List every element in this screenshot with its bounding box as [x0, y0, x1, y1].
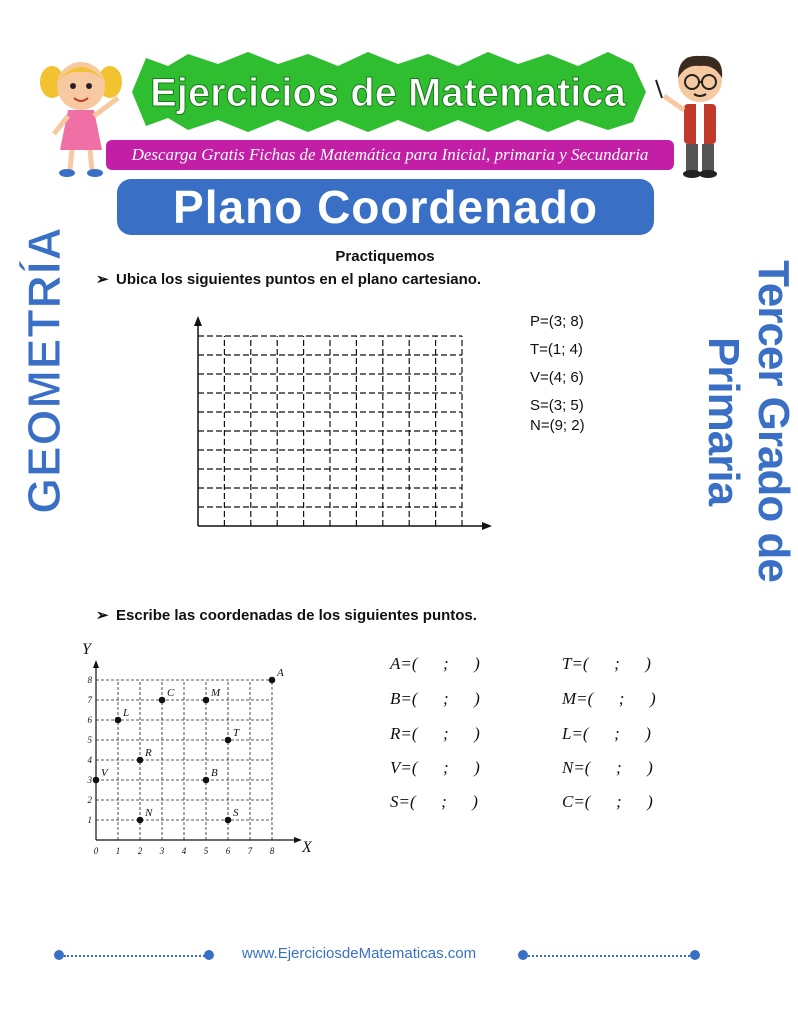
side-label-left: GEOMETRÍA	[18, 226, 70, 514]
point-r	[137, 757, 144, 764]
instruction-2	[96, 606, 477, 624]
y-tick-label: 7	[87, 695, 92, 705]
coordinate-blank: V=( ; )	[390, 758, 480, 777]
x-axis-arrow-icon	[294, 837, 302, 843]
empty-cartesian-grid	[186, 314, 486, 534]
page-title: Plano Coordenado	[117, 179, 654, 235]
instruction-1	[96, 270, 481, 288]
y-axis-arrow-icon	[194, 316, 202, 326]
point-l	[115, 717, 122, 724]
y-tick-label: 6	[87, 715, 92, 725]
x-tick-label: 0	[93, 846, 99, 856]
point-label-b: B	[211, 767, 218, 779]
y-tick-label: 5	[87, 735, 92, 745]
point-c	[159, 697, 166, 704]
section-heading: Practiquemos	[335, 248, 435, 265]
point-item: V=(4; 6)	[530, 369, 584, 386]
point-n	[137, 817, 144, 824]
coordinate-blank: S=( ; )	[390, 792, 478, 811]
point-label-c: C	[167, 687, 175, 699]
point-m	[203, 697, 210, 704]
x-axis-arrow-icon	[482, 522, 492, 530]
x-tick-label: 2	[137, 846, 143, 856]
footer-dot	[518, 950, 528, 960]
point-s	[225, 817, 232, 824]
coordinate-blank: N=( ; )	[562, 758, 653, 777]
x-tick-label: 5	[203, 846, 209, 856]
y-tick-label: 8	[87, 675, 92, 685]
footer-dot	[54, 950, 64, 960]
x-tick-label: 8	[269, 846, 275, 856]
coordinate-blank: A=( ; )	[390, 654, 480, 673]
brand-logo	[128, 52, 648, 132]
x-tick-label: 1	[115, 846, 121, 856]
y-axis-arrow-icon	[93, 660, 99, 668]
arrow-bullet-icon: ➢	[96, 271, 109, 288]
footer-divider	[528, 955, 694, 958]
y-tick-label: 4	[87, 755, 92, 765]
point-label-a: A	[277, 667, 284, 679]
coordinate-blank: M=( ; )	[562, 689, 656, 708]
x-tick-label: 7	[247, 846, 253, 856]
point-item: S=(3; 5)	[530, 397, 584, 414]
point-item: N=(9; 2)	[530, 417, 585, 434]
point-b	[203, 777, 210, 784]
point-label-s: S	[233, 807, 239, 819]
point-item: T=(1; 4)	[530, 341, 583, 358]
coordinate-blank: T=( ; )	[562, 654, 651, 673]
y-tick-label: 2	[87, 795, 92, 805]
point-t	[225, 737, 232, 744]
x-tick-label: 6	[225, 846, 231, 856]
instruction-1-text: Ubica los siguientes puntos en el plano cartesiano.	[116, 271, 482, 288]
point-label-l: L	[123, 707, 130, 719]
footer-link[interactable]: www.EjerciciosdeMatematicas.com	[241, 945, 477, 962]
footer-dot	[690, 950, 700, 960]
x-axis-label: X	[302, 839, 312, 856]
coordinate-blank: L=( ; )	[562, 724, 651, 743]
y-axis-label: Y	[82, 641, 91, 658]
point-a	[269, 677, 276, 684]
coordinate-blank: B=( ; )	[390, 689, 480, 708]
points-list	[530, 312, 585, 444]
subtitle-banner: Descarga Gratis Fichas de Matemática para Inicial, primaria y Secundaria	[106, 140, 674, 170]
point-label-r: R	[145, 747, 152, 759]
brand-logo-art	[128, 52, 648, 132]
arrow-bullet-icon: ➢	[96, 607, 109, 624]
point-v	[93, 777, 100, 784]
y-tick-label: 3	[87, 775, 92, 785]
coordinate-blank: R=( ; )	[390, 724, 480, 743]
point-label-v: V	[101, 767, 108, 779]
footer-dot	[204, 950, 214, 960]
footer-divider	[64, 955, 208, 958]
labelled-cartesian-grid	[80, 628, 320, 858]
point-label-t: T	[233, 727, 240, 739]
x-tick-label: 4	[181, 846, 187, 856]
x-tick-label: 3	[159, 846, 165, 856]
y-tick-label: 1	[87, 815, 92, 825]
side-label-right: Tercer Grado de Primaria	[699, 260, 798, 582]
point-label-m: M	[211, 687, 221, 699]
brand-text: Ejercicios de Matematica	[150, 71, 626, 115]
point-item: P=(3; 8)	[530, 313, 584, 330]
point-label-n: N	[145, 807, 153, 819]
instruction-2-text: Escribe las coordenadas de los siguientes puntos.	[116, 607, 477, 624]
coordinate-blank: C=( ; )	[562, 792, 653, 811]
